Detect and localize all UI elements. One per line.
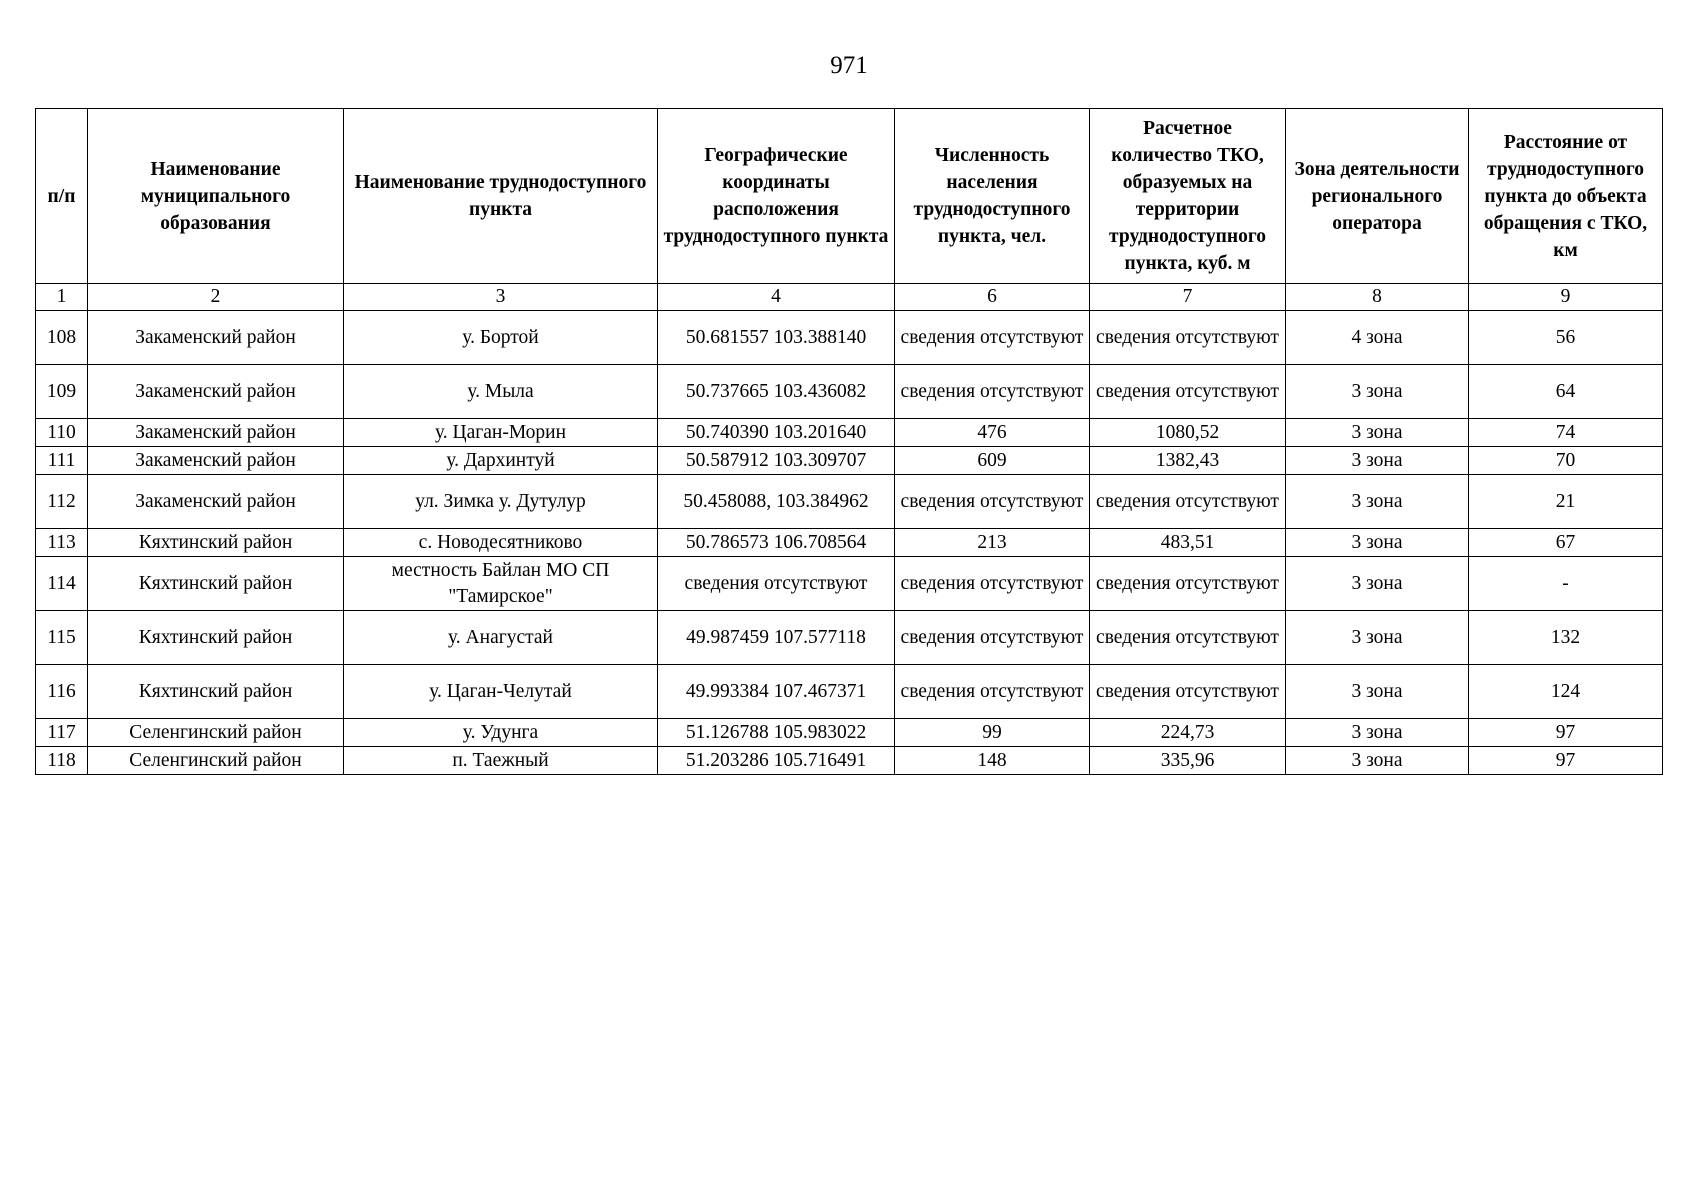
column-number-cell: 8: [1286, 284, 1469, 311]
header-cell-index: п/п: [36, 109, 88, 284]
cell-distance: 64: [1469, 365, 1663, 419]
column-number-cell: 1: [36, 284, 88, 311]
cell-municipality: Селенгинский район: [88, 747, 344, 775]
cell-population: 476: [895, 419, 1090, 447]
cell-waste-volume: 224,73: [1090, 719, 1286, 747]
table-row: [36, 475, 1663, 529]
cell-distance: 124: [1469, 665, 1663, 719]
cell-coordinates: 50.737665 103.436082: [658, 365, 895, 419]
cell-population: 99: [895, 719, 1090, 747]
cell-index: 116: [36, 665, 88, 719]
cell-operator-zone: 4 зона: [1286, 311, 1469, 365]
cell-coordinates: 50.458088, 103.384962: [658, 475, 895, 529]
cell-distance: 74: [1469, 419, 1663, 447]
cell-settlement: у. Цаган-Челутай: [344, 665, 658, 719]
cell-settlement: у. Цаган-Морин: [344, 419, 658, 447]
table-row: [36, 719, 1663, 747]
cell-operator-zone: 3 зона: [1286, 475, 1469, 529]
cell-waste-volume: 483,51: [1090, 529, 1286, 557]
cell-index: 108: [36, 311, 88, 365]
cell-population: сведения отсутствуют: [895, 665, 1090, 719]
cell-population: сведения отсутствуют: [895, 311, 1090, 365]
cell-municipality: Кяхтинский район: [88, 557, 344, 611]
cell-waste-volume: сведения отсутствуют: [1090, 665, 1286, 719]
cell-operator-zone: 3 зона: [1286, 419, 1469, 447]
cell-operator-zone: 3 зона: [1286, 447, 1469, 475]
cell-waste-volume: 1382,43: [1090, 447, 1286, 475]
cell-index: 112: [36, 475, 88, 529]
cell-settlement: ул. Зимка у. Дутулур: [344, 475, 658, 529]
header-cell-waste-volume: Расчетное количество ТКО, образуемых на территории труднодоступного пункта, куб. м: [1090, 109, 1286, 284]
cell-distance: -: [1469, 557, 1663, 611]
cell-distance: 97: [1469, 747, 1663, 775]
cell-index: 110: [36, 419, 88, 447]
table-row: [36, 311, 1663, 365]
column-number-cell: 2: [88, 284, 344, 311]
cell-settlement: у. Анагустай: [344, 611, 658, 665]
cell-index: 118: [36, 747, 88, 775]
cell-operator-zone: 3 зона: [1286, 557, 1469, 611]
cell-settlement: местность Байлан МО СП "Тамирское": [344, 557, 658, 611]
cell-coordinates: 50.587912 103.309707: [658, 447, 895, 475]
cell-settlement: у. Бортой: [344, 311, 658, 365]
cell-settlement: у. Дархинтуй: [344, 447, 658, 475]
cell-coordinates: 50.740390 103.201640: [658, 419, 895, 447]
cell-coordinates: сведения отсутствуют: [658, 557, 895, 611]
table-row: [36, 557, 1663, 611]
cell-waste-volume: сведения отсутствуют: [1090, 311, 1286, 365]
cell-population: 213: [895, 529, 1090, 557]
cell-index: 115: [36, 611, 88, 665]
table-row: [36, 529, 1663, 557]
cell-municipality: Закаменский район: [88, 419, 344, 447]
cell-distance: 70: [1469, 447, 1663, 475]
cell-municipality: Селенгинский район: [88, 719, 344, 747]
header-cell-municipality: Наименование муниципального образования: [88, 109, 344, 284]
table-row: [36, 365, 1663, 419]
column-number-cell: 6: [895, 284, 1090, 311]
header-row: [36, 109, 1663, 284]
cell-municipality: Закаменский район: [88, 475, 344, 529]
page-number: 971: [830, 52, 868, 79]
table-row: [36, 447, 1663, 475]
table-row: [36, 665, 1663, 719]
cell-population: 148: [895, 747, 1090, 775]
cell-population: 609: [895, 447, 1090, 475]
header-cell-operator-zone: Зона деятельности регионального оператора: [1286, 109, 1469, 284]
cell-population: сведения отсутствуют: [895, 365, 1090, 419]
cell-coordinates: 50.786573 106.708564: [658, 529, 895, 557]
cell-waste-volume: сведения отсутствуют: [1090, 557, 1286, 611]
cell-index: 109: [36, 365, 88, 419]
cell-population: сведения отсутствуют: [895, 475, 1090, 529]
cell-population: сведения отсутствуют: [895, 611, 1090, 665]
cell-operator-zone: 3 зона: [1286, 747, 1469, 775]
cell-coordinates: 51.126788 105.983022: [658, 719, 895, 747]
header-cell-population: Численность населения труднодоступного пункта, чел.: [895, 109, 1090, 284]
cell-waste-volume: 335,96: [1090, 747, 1286, 775]
cell-distance: 132: [1469, 611, 1663, 665]
cell-settlement: у. Удунга: [344, 719, 658, 747]
header-cell-distance: Расстояние от труднодоступного пункта до объекта обращения с ТКО, км: [1469, 109, 1663, 284]
cell-index: 111: [36, 447, 88, 475]
cell-population: сведения отсутствуют: [895, 557, 1090, 611]
cell-index: 113: [36, 529, 88, 557]
cell-coordinates: 49.993384 107.467371: [658, 665, 895, 719]
cell-settlement: с. Новодесятниково: [344, 529, 658, 557]
cell-distance: 56: [1469, 311, 1663, 365]
cell-settlement: у. Мыла: [344, 365, 658, 419]
cell-index: 114: [36, 557, 88, 611]
column-number-cell: 4: [658, 284, 895, 311]
cell-distance: 67: [1469, 529, 1663, 557]
cell-municipality: Кяхтинский район: [88, 665, 344, 719]
cell-waste-volume: сведения отсутствуют: [1090, 611, 1286, 665]
table-row: [36, 419, 1663, 447]
cell-waste-volume: 1080,52: [1090, 419, 1286, 447]
cell-coordinates: 50.681557 103.388140: [658, 311, 895, 365]
column-number-cell: 7: [1090, 284, 1286, 311]
cell-coordinates: 49.987459 107.577118: [658, 611, 895, 665]
cell-operator-zone: 3 зона: [1286, 665, 1469, 719]
cell-coordinates: 51.203286 105.716491: [658, 747, 895, 775]
cell-municipality: Закаменский район: [88, 311, 344, 365]
cell-operator-zone: 3 зона: [1286, 611, 1469, 665]
cell-waste-volume: сведения отсутствуют: [1090, 475, 1286, 529]
data-table: [35, 108, 1663, 775]
cell-settlement: п. Таежный: [344, 747, 658, 775]
cell-municipality: Кяхтинский район: [88, 529, 344, 557]
cell-distance: 97: [1469, 719, 1663, 747]
header-cell-coordinates: Географические координаты расположения труднодоступного пункта: [658, 109, 895, 284]
cell-distance: 21: [1469, 475, 1663, 529]
cell-operator-zone: 3 зона: [1286, 529, 1469, 557]
cell-waste-volume: сведения отсутствуют: [1090, 365, 1286, 419]
column-number-row: [36, 284, 1663, 311]
cell-index: 117: [36, 719, 88, 747]
cell-municipality: Закаменский район: [88, 447, 344, 475]
cell-municipality: Закаменский район: [88, 365, 344, 419]
cell-operator-zone: 3 зона: [1286, 719, 1469, 747]
column-number-cell: 9: [1469, 284, 1663, 311]
cell-operator-zone: 3 зона: [1286, 365, 1469, 419]
table-row: [36, 611, 1663, 665]
column-number-cell: 3: [344, 284, 658, 311]
header-cell-settlement: Наименование труднодоступного пункта: [344, 109, 658, 284]
table-row: [36, 747, 1663, 775]
cell-municipality: Кяхтинский район: [88, 611, 344, 665]
